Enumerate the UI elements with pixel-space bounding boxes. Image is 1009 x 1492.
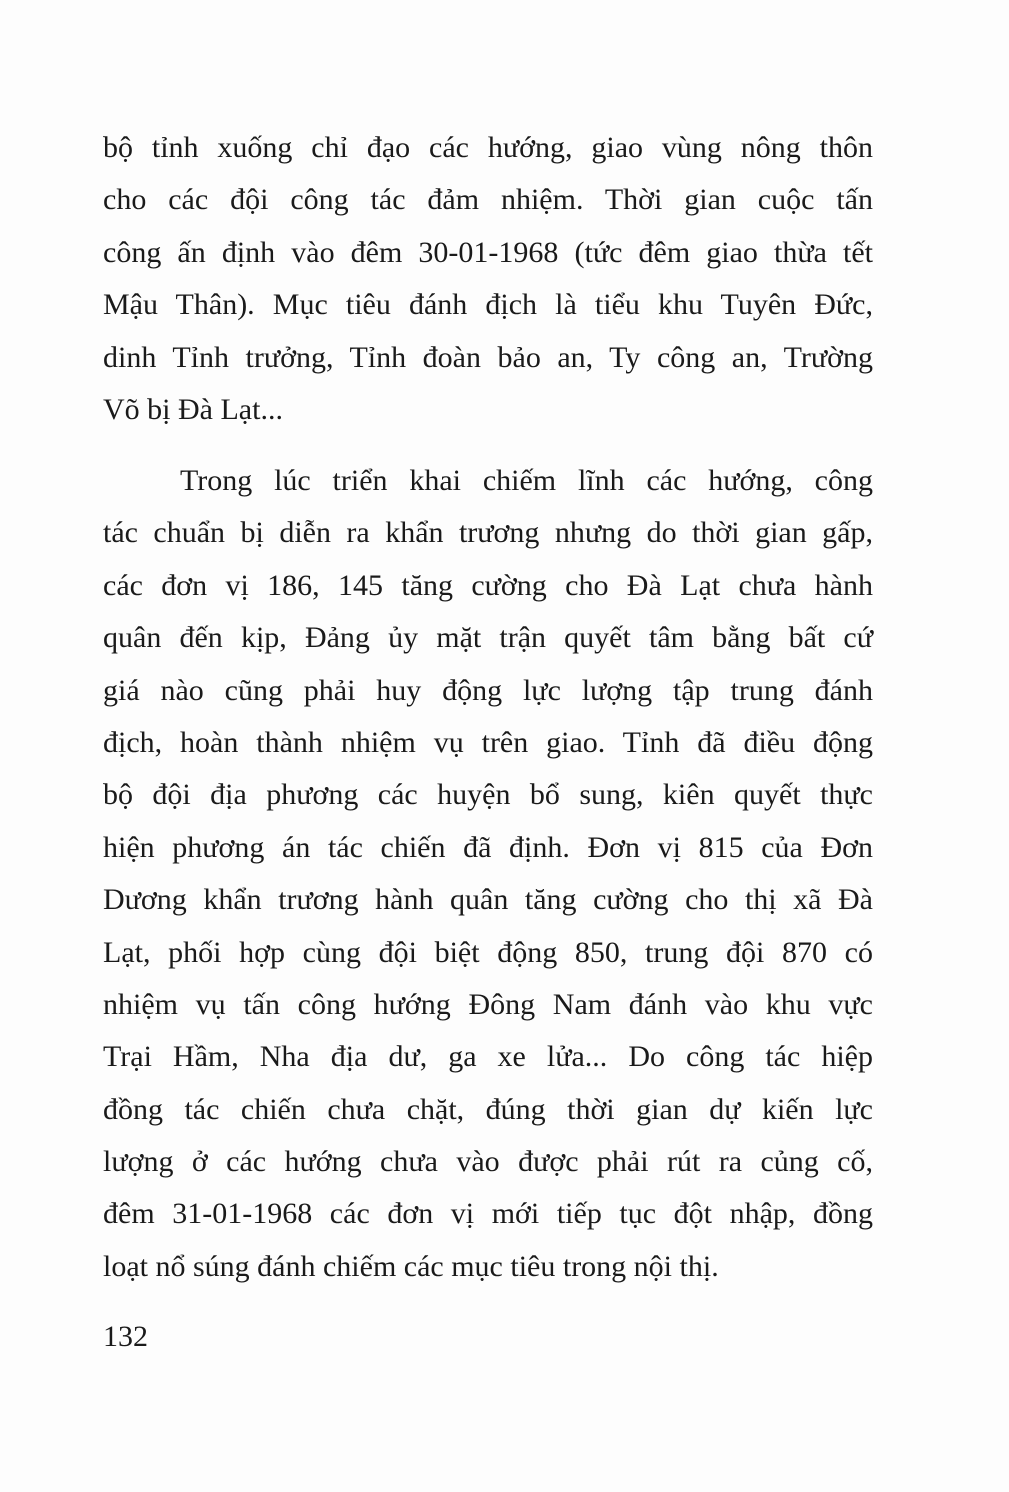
- text-line: công ấn định vào đêm 30-01-1968 (tức đêm giao thừa tết: [103, 235, 873, 269]
- text-line: Trại Hầm, Nha địa dư, ga xe lửa... Do công tác hiệp: [103, 1040, 873, 1074]
- text-line: hiện phương án tác chiến đã định. Đơn vị 815 của Đơn: [103, 830, 873, 864]
- text-line: giá nào cũng phải huy động lực lượng tập trung đánh: [103, 673, 873, 707]
- text-line: đồng tác chiến chưa chặt, đúng thời gian dự kiến lực: [103, 1092, 873, 1126]
- text-line: lượng ở các hướng chưa vào được phải rút ra củng cố,: [103, 1145, 873, 1179]
- paragraph-2: [103, 455, 873, 1293]
- text-line: quân đến kịp, Đảng ủy mặt trận quyết tâm bằng bất cứ: [103, 621, 873, 655]
- text-line: Mậu Thân). Mục tiêu đánh địch là tiểu khu Tuyên Đức,: [103, 288, 873, 322]
- text-line: nhiệm vụ tấn công hướng Đông Nam đánh vào khu vực: [103, 987, 873, 1021]
- text-line: Trong lúc triển khai chiếm lĩnh các hướng, công: [180, 464, 873, 497]
- paragraph-1: [103, 122, 873, 436]
- text-line: loạt nổ súng đánh chiếm các mục tiêu trong nội thị.: [103, 1249, 719, 1283]
- text-line: bộ tỉnh xuống chỉ đạo các hướng, giao vùng nông thôn: [103, 131, 873, 164]
- text-line: các đơn vị 186, 145 tăng cường cho Đà Lạt chưa hành: [103, 568, 873, 602]
- text-line: Võ bị Đà Lạt...: [103, 392, 283, 426]
- text-line: Lạt, phối hợp cùng đội biệt động 850, trung đội 870 có: [103, 935, 873, 969]
- page-number: 132: [103, 1320, 148, 1353]
- text-line: tác chuẩn bị diễn ra khẩn trương nhưng do thời gian gấp,: [103, 516, 873, 550]
- text-line: bộ đội địa phương các huyện bổ sung, kiên quyết thực: [103, 778, 873, 812]
- text-line: đêm 31-01-1968 các đơn vị mới tiếp tục đột nhập, đồng: [103, 1197, 873, 1231]
- text-line: địch, hoàn thành nhiệm vụ trên giao. Tỉnh đã điều động: [103, 725, 873, 759]
- text-line: dinh Tỉnh trưởng, Tỉnh đoàn bảo an, Ty công an, Trường: [103, 340, 873, 374]
- text-line: cho các đội công tác đảm nhiệm. Thời gian cuộc tấn: [103, 183, 873, 217]
- text-line: Dương khẩn trương hành quân tăng cường cho thị xã Đà: [103, 883, 873, 917]
